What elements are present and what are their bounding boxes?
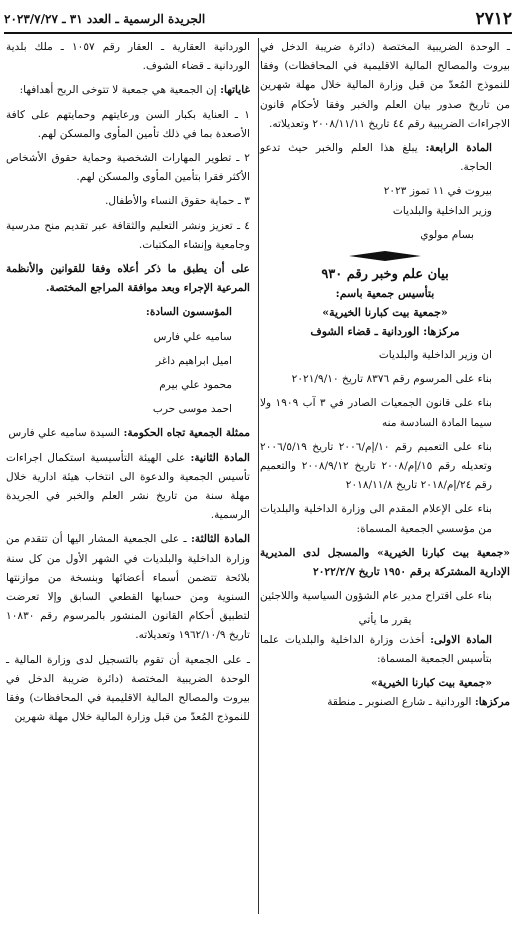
article-1 [260,631,510,669]
article-3 [6,530,250,645]
article-2 [6,449,250,526]
center-address [260,693,510,712]
compliance-text: على أن يطبق ما ذكر أعلاه وفقا للقوانين والأنظمة المرعية الإجراء وبعد موافقة المراجع المختصة. [6,263,250,295]
recital-2: بناء على قانون الجمعيات الصادر في ٣ آب ١٩٠٩ ولا سيما المادة السادسة منه [260,397,493,429]
article-1-label: المادة الاولى: [430,633,492,646]
rep-text: السيدة ساميه علي فارس [8,427,121,440]
page-number: ٢٧١٢ [475,9,512,29]
article-2-text: على الهيئة التأسيسية استكمال اجراءات تأسيس الجمعية والدعوة الى انتخاب هيئة ادارية خلال مهلة سنة من تاريخ نشر العلم والخبر في الجريدة الرسمية. [6,451,250,522]
goal-2: ٢ ـ تطوير المهارات الشخصية وحماية حقوق الأشخاص الأكثر فقرا بتأمين المأوى والمسكن لهم. [6,152,250,184]
association-name: «جمعية بيت كبارنا الخيرية» [322,306,448,320]
tax-registration-paragraph: ـ الوحدة الضريبية المختصة (دائرة ضريبة الدخل في بيروت والمصالح المالية الاقليمية في المحافظات) وفقا للنموذج المُعدّ من قبل وزارة المالية خلال مهلة شهرين من تاريخ صدور بيان العلم والخبر وفقا لأحكام قانون الاجراءات الضريبية رقم ٤٤ تاريخ ٢٠٠٨/١١/١١ وتعديلاته. [260,41,510,130]
article-3-text: ـ على الجمعية المشار اليها أن تتقدم من وزارة الداخلية والبلديات في الشهر الأول من كل سنة بلائحة تتضمن أسماء أعضائها وبنسخة من موازنتها السنوية ومن حسابها القطعي السابق وإلا تعرضت لتطبيق أحكام القانون المنشور بالمرسوم رقم ١٠٨٣٠ تاريخ ١٩٦٢/١٠/٩ وتعديلاته. [6,533,250,642]
minister-title: وزير الداخلية والبلديات [392,204,492,217]
founder-4: احمد موسى حرب [152,403,232,416]
decides-line: يقرر ما يأتي [358,614,412,627]
founder-1: ساميه علي فارس [153,330,232,343]
article-4-label: المادة الرابعة: [425,142,492,155]
recital-6: بناء على اقتراح مدير عام الشؤون السياسية واللاجئين [260,590,492,603]
article-3-label: المادة الثالثة: [190,533,251,546]
page-header [4,6,512,34]
date-line: بيروت في ١١ تموز ٢٠٢٣ [383,185,492,198]
article-4-text: يبلغ هذا العلم والخبر حيث تدعو الحاجة. [260,142,492,174]
article-4 [260,139,510,177]
recital-3: بناء على التعميم رقم ١٠/إم/٢٠٠٦ تاريخ ٢٠٠٦/٥/١٩ وتعديله رقم ١٥/إم/٢٠٠٨ تاريخ ٢٠٠٨/٩/١٢ والتعميم رقم ٢٤/إم/٢٠١٨ تاريخ ٢٠١٨/١١/٨ [260,440,492,492]
founder-3: محمود علي بيرم [159,379,232,392]
separator-ornament [260,251,510,261]
goal-3: ٣ ـ حماية حقوق النساء والأطفال. [105,195,250,208]
separator-ornament-icon [349,251,421,261]
left-column [6,38,250,728]
column-divider [258,38,259,914]
notice-subtitle: بتأسيس جمعية باسم: [335,287,435,301]
article-2-label: المادة الثانية: [190,451,251,464]
goals-label: غاياتها: [220,84,250,97]
finance-registration-text: ـ على الجمعية أن تقوم بالتسجيل لدى وزارة المالية ـ الوحدة الضريبية المختصة (دائرة ضريبة الدخل في بيروت والمصالح المالية الاقليمية في المحافظات) وفقا للنموذج المُعدّ من قبل وزارة المالية خلال مهلة شهرين [6,653,250,724]
article-1-association-name: «جمعية بيت كبارنا الخيرية» [371,677,492,690]
founder-2: اميل ابراهيم داغر [155,354,232,367]
right-column [260,38,510,712]
rep-label: ممثلة الجمعية تجاه الحكومة: [123,427,250,440]
government-representative [6,424,250,443]
founders-label: المؤسسون السادة: [145,306,232,319]
article-1-text: أخذت وزارة الداخلية والبلديات علما بتأسيس الجمعية المسماة: [260,633,492,665]
center-label: مركزها: [474,696,510,709]
minister-intro: ان وزير الداخلية والبلديات [378,349,492,362]
goals-intro [6,81,250,100]
minister-signature-name: بسام مولوي [420,228,474,241]
gazette-title: الجريدة الرسمية ـ العدد ٣١ ـ ٢٠٢٣/٧/٢٧ [4,12,206,26]
recital-4: بناء على الإعلام المقدم الى وزارة الداخلية والبلديات من مؤسسي الجمعية المسماة: [260,503,492,535]
property-text: الوردانية العقارية ـ العقار رقم ١٠٥٧ ـ ملك بلدية الوردانية ـ قضاء الشوف. [6,41,250,73]
goals-text: إن الجمعية هي جمعية لا تتوخى الربح أهدافها: [19,84,217,97]
recital-1: بناء على المرسوم رقم ٨٣٧٦ تاريخ ٢٠٢١/٩/١٠ [291,373,492,386]
recital-5: «جمعية بيت كبارنا الخيرية» والمسجل لدى المديرية الإدارية المشتركة برقم ١٩٥٠ تاريخ ٢٠٢٢/٢/٧ [260,546,510,579]
notice-title: بيان علم وخبر رقم ٩٣٠ [321,267,449,283]
goal-4: ٤ ـ تعزيز ونشر التعليم والثقافة عبر تقديم منح مدرسية وجامعية وإنشاء المكتبات. [6,219,250,251]
goal-1: ١ ـ العناية بكبار السن ورعايتهم وحمايتهم على كافة الأصعدة بما في ذلك تأمين المأوى والمسكن لهم. [6,108,250,140]
association-center: مركزها: الوردانية ـ قضاء الشوف [310,325,460,339]
center-text: الوردانية ـ شارع الصنوبر ـ منطقة [327,696,472,709]
